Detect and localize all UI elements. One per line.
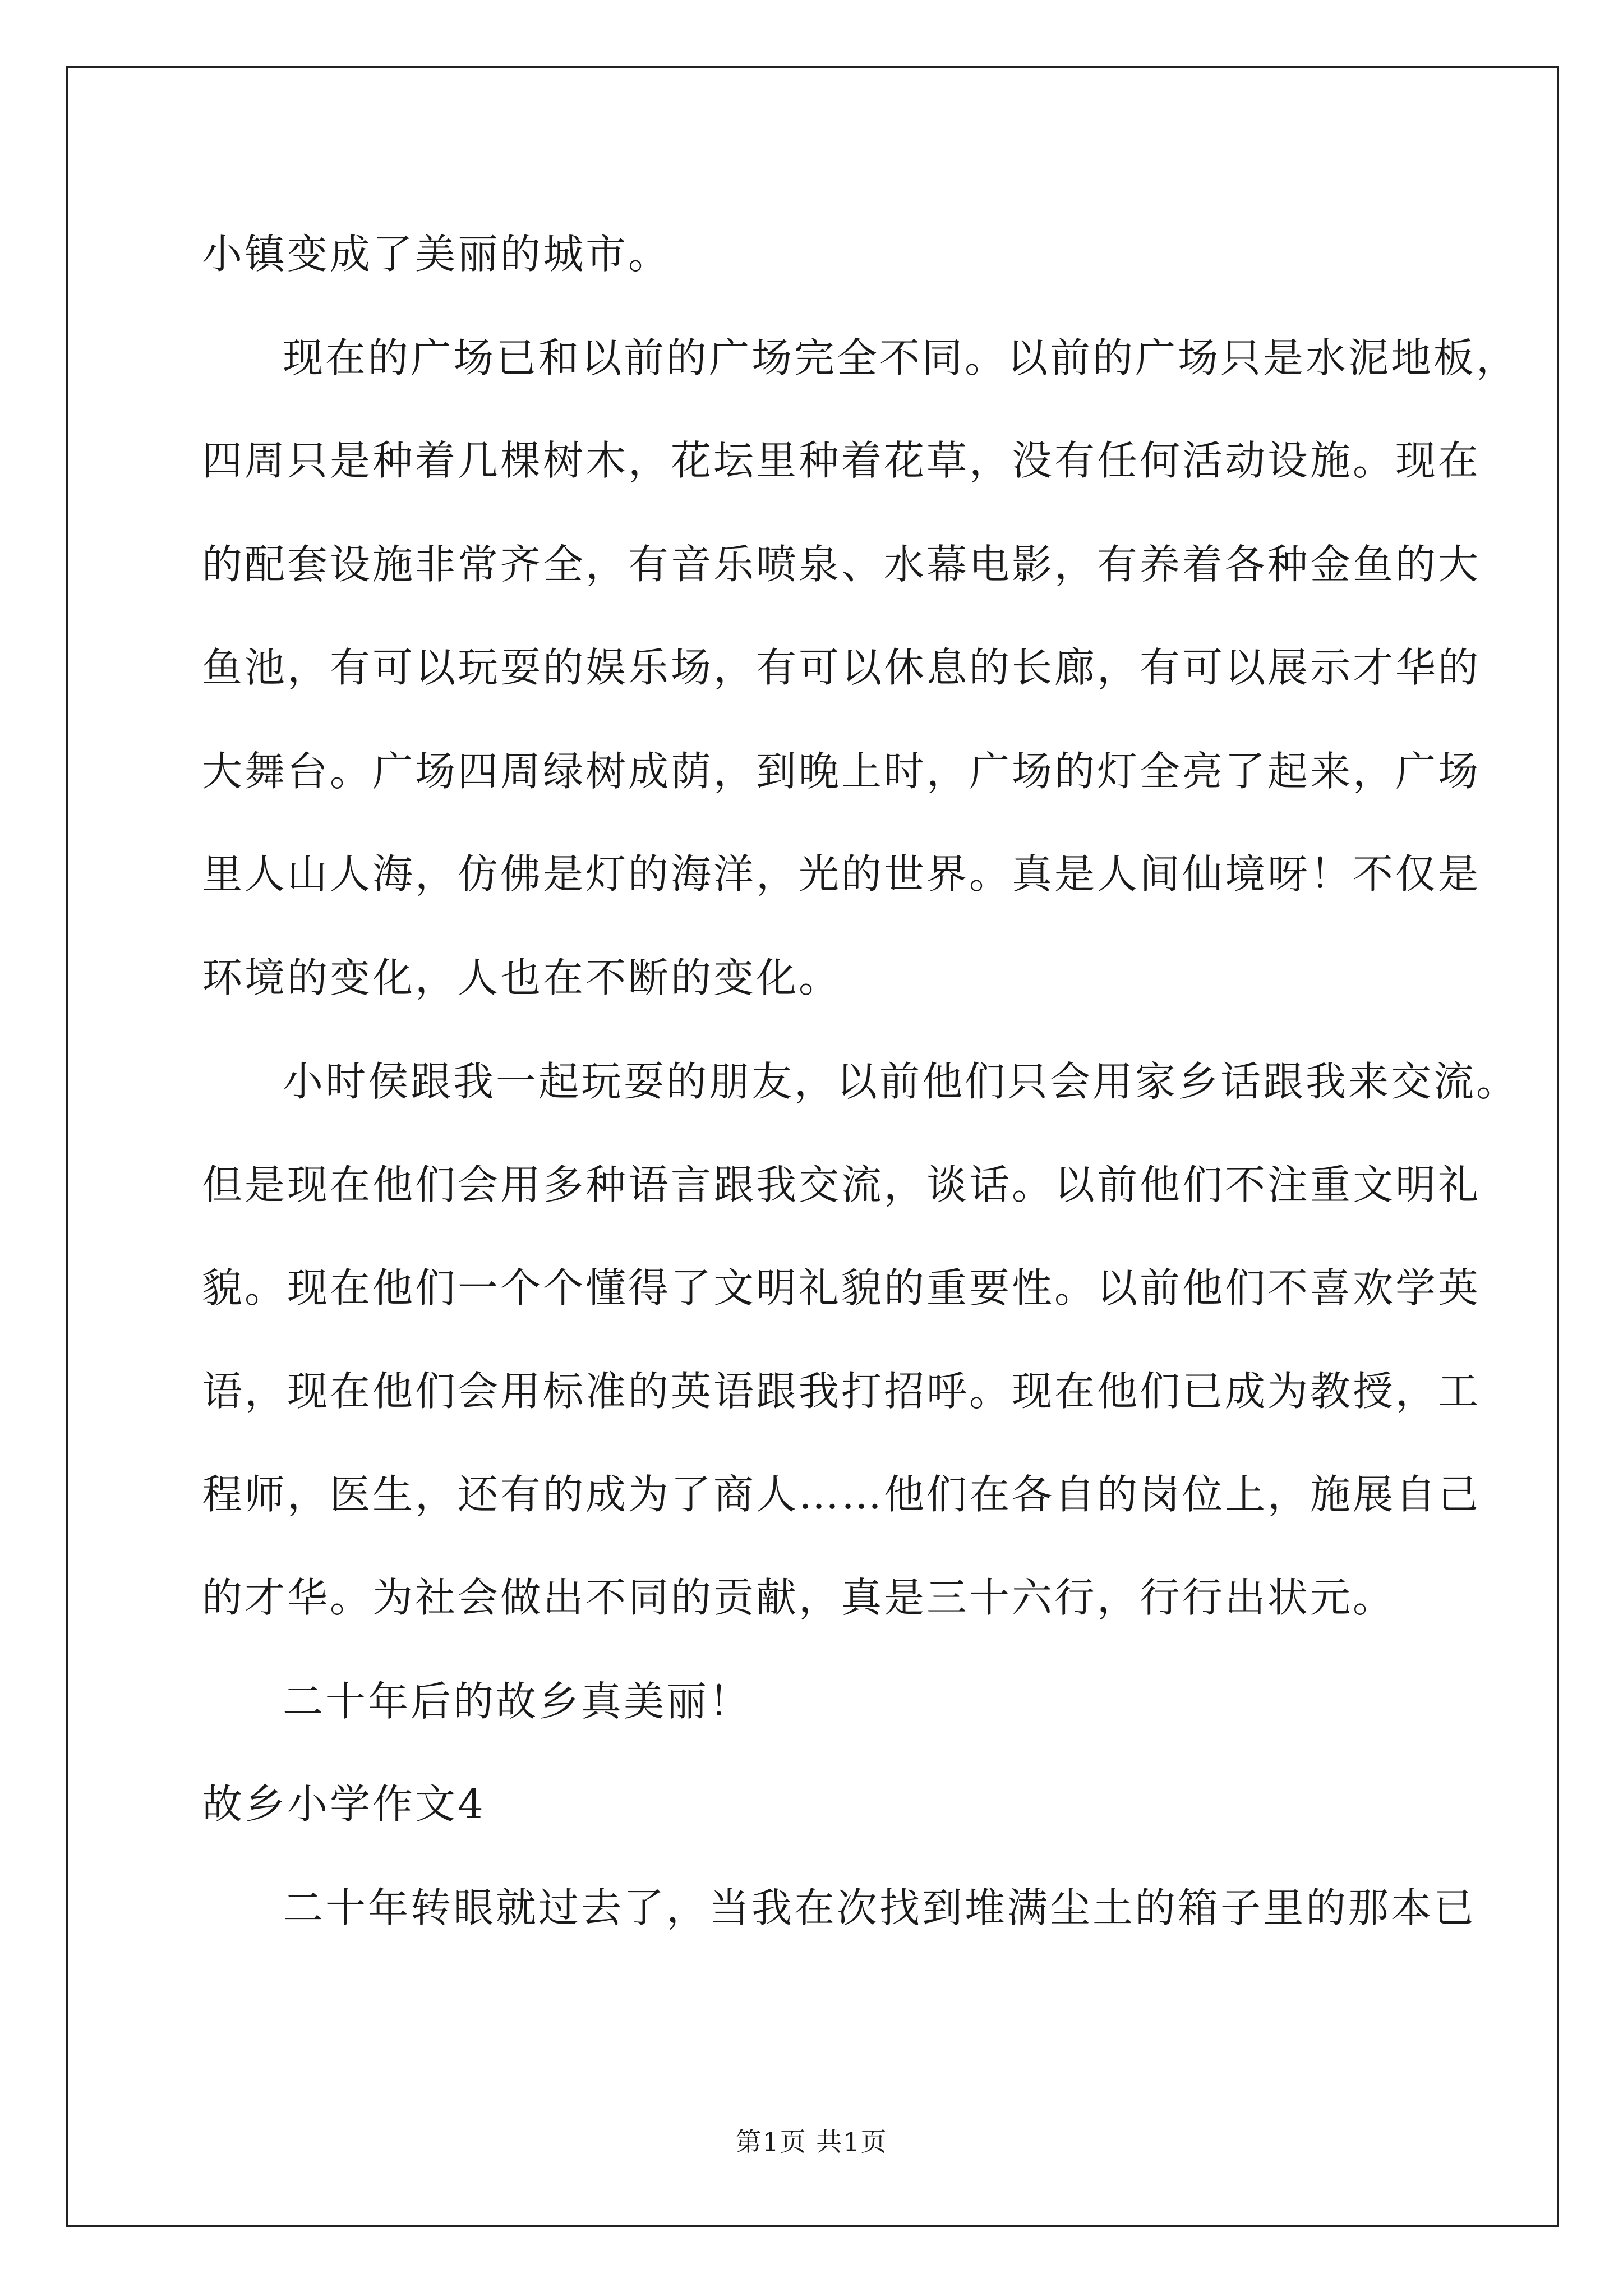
section-heading: 故乡小学作文4	[202, 1780, 486, 1828]
body-line: 的配套设施非常齐全，有音乐喷泉、水幕电影，有养着各种金鱼的大	[202, 541, 1481, 588]
paragraph-start-line: 小时侯跟我一起玩耍的朋友，以前他们只会用家乡话跟我来交流。	[283, 1058, 1519, 1105]
body-line: 语，现在他们会用标准的英语跟我打招呼。现在他们已成为教授，工	[202, 1368, 1481, 1415]
body-line: 四周只是种着几棵树木，花坛里种着花草，没有任何活动设施。现在	[202, 437, 1481, 484]
body-line: 的才华。为社会做出不同的贡献，真是三十六行，行行出状元。	[202, 1574, 1396, 1621]
paragraph-start-line: 现在的广场已和以前的广场完全不同。以前的广场只是水泥地板，	[283, 334, 1519, 381]
paragraph-start-line: 二十年转眼就过去了，当我在次找到堆满尘土的箱子里的那本已	[283, 1884, 1477, 1931]
body-line: 但是现在他们会用多种语言跟我交流，谈话。以前他们不注重文明礼	[202, 1161, 1481, 1208]
page-number-footer: 第1页 共1页	[735, 2127, 888, 2157]
body-line: 大舞台。广场四周绿树成荫，到晚上时，广场的灯全亮了起来，广场	[202, 748, 1481, 795]
body-line: 环境的变化，人也在不断的变化。	[202, 954, 842, 1001]
body-line: 貌。现在他们一个个懂得了文明礼貌的重要性。以前他们不喜欢学英	[202, 1264, 1481, 1312]
paragraph-start-line: 二十年后的故乡真美丽！	[283, 1678, 752, 1725]
body-line: 鱼池，有可以玩耍的娱乐场，有可以休息的长廊，有可以展示才华的	[202, 644, 1481, 691]
body-line: 小镇变成了美丽的城市。	[202, 231, 671, 278]
body-line: 里人山人海，仿佛是灯的海洋，光的世界。真是人间仙境呀！不仅是	[202, 850, 1481, 898]
body-line: 程师，医生，还有的成为了商人……他们在各自的岗位上，施展自己	[202, 1471, 1481, 1518]
